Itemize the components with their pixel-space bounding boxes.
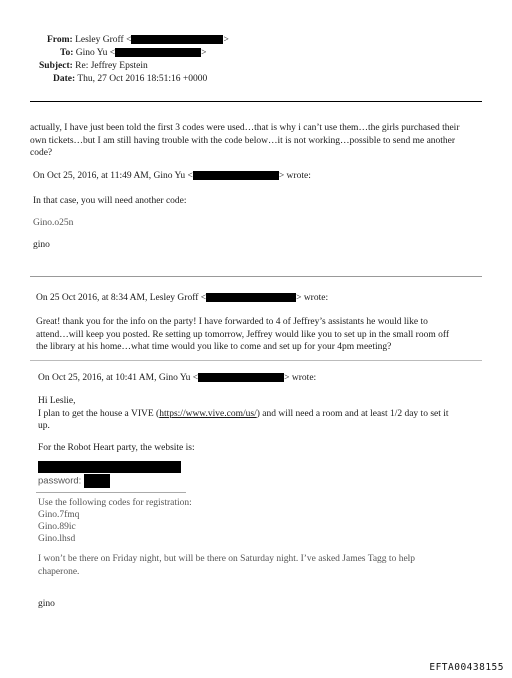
party-text: For the Robot Heart party, the website is: bbox=[38, 443, 195, 453]
message-text: ) and will need a room and at least 1/2 day to set it bbox=[256, 408, 449, 419]
password-divider bbox=[36, 492, 186, 493]
message-line: I won’t be there on Friday night, but will be there on Saturday night. I’ve asked James Tagg to help bbox=[38, 554, 416, 564]
code-item: Gino.89ic bbox=[38, 522, 76, 532]
subject-row bbox=[39, 60, 229, 73]
message-line: chaperone. bbox=[38, 566, 80, 577]
redaction-box bbox=[131, 35, 223, 44]
redaction-box bbox=[84, 474, 110, 488]
wrote-text: > wrote: bbox=[296, 293, 329, 303]
angle-close: > bbox=[223, 35, 229, 45]
redaction-box bbox=[115, 48, 201, 57]
friday-note bbox=[38, 553, 504, 578]
message-body bbox=[30, 122, 500, 160]
signature: gino bbox=[38, 599, 55, 609]
message-line: attend…will keep you posted. Re setting up tomorrow, Jeffrey would like you to set up in the small room off bbox=[36, 329, 450, 340]
quote-attribution bbox=[33, 170, 311, 183]
quote-attribution bbox=[38, 372, 316, 385]
wrote-text: > wrote: bbox=[278, 171, 311, 181]
wrote-text: > wrote: bbox=[284, 373, 317, 383]
quote-body bbox=[38, 395, 502, 433]
attribution-text: On Oct 25, 2016, at 10:41 AM, Gino Yu < bbox=[38, 373, 199, 383]
to-row bbox=[47, 47, 229, 60]
message-line bbox=[38, 408, 502, 421]
email-header bbox=[39, 34, 229, 86]
codes-block bbox=[38, 497, 192, 545]
message-line: own tickets…but I am still having trouble with the code below…it is not working…possible to send me another bbox=[30, 135, 456, 146]
signature: gino bbox=[33, 240, 50, 250]
subject-label: Subject: bbox=[39, 61, 73, 71]
quote-attribution bbox=[36, 292, 328, 305]
password-label: password: bbox=[38, 475, 82, 487]
message-line: up. bbox=[38, 421, 50, 431]
redaction-box bbox=[38, 461, 181, 473]
subject-value: Re: Jeffrey Epstein bbox=[75, 61, 148, 71]
quote-divider bbox=[30, 360, 482, 361]
redaction-box bbox=[206, 293, 296, 302]
message-line: Great! thank you for the info on the party! I have forwarded to 4 of Jeffrey’s assistants he would like to bbox=[36, 317, 428, 327]
greeting: Hi Leslie, bbox=[38, 396, 76, 406]
redaction-box bbox=[193, 171, 279, 180]
quote-divider bbox=[30, 276, 482, 277]
date-row bbox=[47, 73, 229, 86]
message-line: actually, I have just been told the first 3 codes were used…that is why i can’t use them…the girls purchased their bbox=[30, 123, 460, 133]
codes-intro: Use the following codes for registration: bbox=[38, 498, 192, 508]
from-label: From: bbox=[47, 35, 73, 45]
message-line: the library at his home…what time would you like to come and set up for your 4pm meeting? bbox=[36, 342, 392, 352]
attribution-text: On 25 Oct 2016, at 8:34 AM, Lesley Groff < bbox=[36, 293, 207, 303]
date-label: Date: bbox=[53, 74, 76, 84]
vive-link[interactable]: https://www.vive.com/us/ bbox=[159, 408, 257, 419]
bates-number: EFTA00438155 bbox=[429, 662, 504, 673]
code-item: Gino.lhsd bbox=[38, 534, 76, 544]
from-row bbox=[47, 34, 229, 47]
header-divider bbox=[30, 101, 482, 102]
code-item: Gino.7fmq bbox=[38, 510, 80, 520]
message-text: I plan to get the house a VIVE ( bbox=[38, 408, 160, 419]
password-row bbox=[38, 474, 110, 488]
angle-close: > bbox=[201, 48, 207, 58]
from-name: Lesley Groff < bbox=[75, 35, 132, 45]
code-text: Gino.o25n bbox=[33, 218, 74, 228]
message-line: code? bbox=[30, 148, 53, 158]
to-name: Gino Yu < bbox=[75, 48, 116, 58]
quote-text: In that case, you will need another code: bbox=[33, 196, 187, 206]
date-value: Thu, 27 Oct 2016 18:51:16 +0000 bbox=[77, 74, 208, 84]
to-label: To: bbox=[60, 48, 74, 58]
redaction-box bbox=[198, 373, 284, 382]
attribution-text: On Oct 25, 2016, at 11:49 AM, Gino Yu < bbox=[33, 171, 193, 181]
quote-body bbox=[36, 316, 506, 354]
